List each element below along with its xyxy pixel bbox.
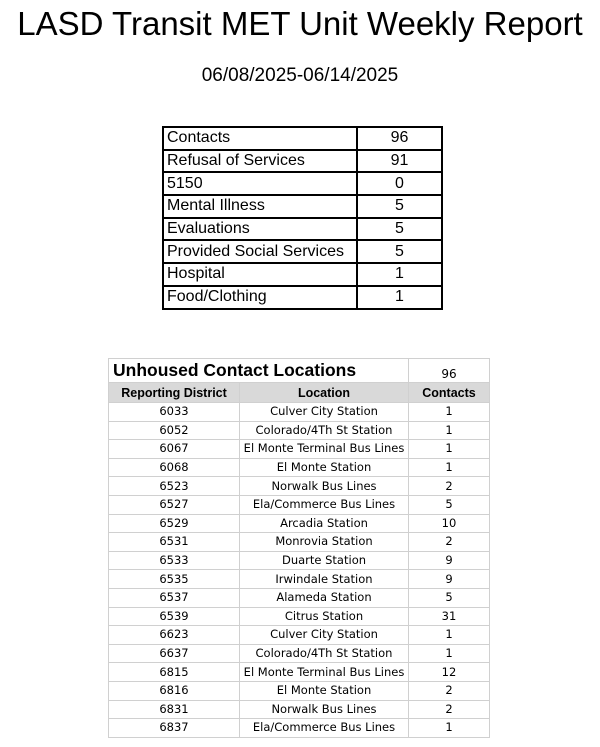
location-cell: Duarte Station bbox=[240, 551, 409, 570]
table-row bbox=[109, 681, 490, 700]
contacts-cell: 10 bbox=[409, 514, 490, 533]
location-cell: Norwalk Bus Lines bbox=[240, 700, 409, 719]
table-row bbox=[109, 719, 490, 738]
table-row bbox=[109, 440, 490, 459]
location-cell: El Monte Terminal Bus Lines bbox=[240, 440, 409, 459]
location-cell: Colorado/4Th St Station bbox=[240, 644, 409, 663]
summary-value: 91 bbox=[357, 150, 442, 173]
summary-table-body bbox=[163, 127, 442, 309]
location-cell: Norwalk Bus Lines bbox=[240, 477, 409, 496]
summary-value: 0 bbox=[357, 172, 442, 195]
locations-total: 96 bbox=[409, 359, 490, 383]
reporting-district-cell: 6068 bbox=[109, 458, 240, 477]
summary-row bbox=[163, 150, 442, 173]
contacts-cell: 31 bbox=[409, 607, 490, 626]
reporting-district-cell: 6529 bbox=[109, 514, 240, 533]
summary-label: Food/Clothing bbox=[163, 286, 357, 309]
location-cell: Ela/Commerce Bus Lines bbox=[240, 719, 409, 738]
contacts-cell: 5 bbox=[409, 495, 490, 514]
locations-header-row bbox=[109, 383, 490, 403]
reporting-district-cell: 6535 bbox=[109, 570, 240, 589]
contacts-cell: 1 bbox=[409, 440, 490, 459]
contacts-cell: 1 bbox=[409, 644, 490, 663]
summary-row bbox=[163, 218, 442, 241]
contacts-cell: 1 bbox=[409, 626, 490, 645]
summary-row bbox=[163, 286, 442, 309]
reporting-district-cell: 6523 bbox=[109, 477, 240, 496]
location-cell: Colorado/4Th St Station bbox=[240, 421, 409, 440]
report-date-range: 06/08/2025-06/14/2025 bbox=[201, 65, 399, 86]
location-cell: El Monte Station bbox=[240, 681, 409, 700]
contacts-cell: 1 bbox=[409, 458, 490, 477]
summary-label: Provided Social Services bbox=[163, 240, 357, 263]
table-row bbox=[109, 514, 490, 533]
reporting-district-cell: 6067 bbox=[109, 440, 240, 459]
location-cell: Arcadia Station bbox=[240, 514, 409, 533]
contacts-cell: 1 bbox=[409, 719, 490, 738]
location-cell: Irwindale Station bbox=[240, 570, 409, 589]
summary-label: Mental Illness bbox=[163, 195, 357, 218]
reporting-district-cell: 6533 bbox=[109, 551, 240, 570]
table-row bbox=[109, 458, 490, 477]
table-row bbox=[109, 607, 490, 626]
location-cell: Culver City Station bbox=[240, 626, 409, 645]
table-row bbox=[109, 403, 490, 422]
table-row bbox=[109, 700, 490, 719]
table-row bbox=[109, 588, 490, 607]
table-row bbox=[109, 477, 490, 496]
table-row bbox=[109, 533, 490, 552]
contacts-cell: 2 bbox=[409, 477, 490, 496]
location-cell: Citrus Station bbox=[240, 607, 409, 626]
contacts-cell: 9 bbox=[409, 570, 490, 589]
summary-label: Refusal of Services bbox=[163, 150, 357, 173]
summary-row bbox=[163, 240, 442, 263]
summary-value: 1 bbox=[357, 263, 442, 286]
table-row bbox=[109, 495, 490, 514]
contacts-cell: 2 bbox=[409, 681, 490, 700]
locations-table bbox=[108, 358, 490, 738]
contacts-cell: 1 bbox=[409, 403, 490, 422]
reporting-district-cell: 6033 bbox=[109, 403, 240, 422]
summary-value: 5 bbox=[357, 240, 442, 263]
header-contacts: Contacts bbox=[409, 383, 490, 403]
summary-value: 96 bbox=[357, 127, 442, 150]
header-reporting-district: Reporting District bbox=[109, 383, 240, 403]
contacts-cell: 2 bbox=[409, 533, 490, 552]
table-row bbox=[109, 663, 490, 682]
location-cell: El Monte Station bbox=[240, 458, 409, 477]
summary-row bbox=[163, 195, 442, 218]
summary-label: Evaluations bbox=[163, 218, 357, 241]
contacts-cell: 12 bbox=[409, 663, 490, 682]
reporting-district-cell: 6831 bbox=[109, 700, 240, 719]
summary-label: Hospital bbox=[163, 263, 357, 286]
summary-label: 5150 bbox=[163, 172, 357, 195]
summary-value: 5 bbox=[357, 218, 442, 241]
table-row bbox=[109, 644, 490, 663]
contacts-cell: 2 bbox=[409, 700, 490, 719]
locations-title-row bbox=[109, 359, 490, 383]
location-cell: Monrovia Station bbox=[240, 533, 409, 552]
summary-value: 1 bbox=[357, 286, 442, 309]
location-cell: Ela/Commerce Bus Lines bbox=[240, 495, 409, 514]
locations-title: Unhoused Contact Locations bbox=[109, 359, 409, 383]
reporting-district-cell: 6527 bbox=[109, 495, 240, 514]
table-row bbox=[109, 570, 490, 589]
contacts-cell: 1 bbox=[409, 421, 490, 440]
summary-row bbox=[163, 263, 442, 286]
location-cell: El Monte Terminal Bus Lines bbox=[240, 663, 409, 682]
reporting-district-cell: 6637 bbox=[109, 644, 240, 663]
table-row bbox=[109, 421, 490, 440]
reporting-district-cell: 6816 bbox=[109, 681, 240, 700]
reporting-district-cell: 6837 bbox=[109, 719, 240, 738]
table-row bbox=[109, 626, 490, 645]
location-cell: Culver City Station bbox=[240, 403, 409, 422]
reporting-district-cell: 6815 bbox=[109, 663, 240, 682]
reporting-district-cell: 6052 bbox=[109, 421, 240, 440]
reporting-district-cell: 6623 bbox=[109, 626, 240, 645]
report-title: LASD Transit MET Unit Weekly Report bbox=[17, 5, 583, 42]
table-row bbox=[109, 551, 490, 570]
summary-table bbox=[162, 126, 443, 310]
summary-row bbox=[163, 172, 442, 195]
locations-table-body bbox=[109, 403, 490, 738]
reporting-district-cell: 6537 bbox=[109, 588, 240, 607]
contacts-cell: 9 bbox=[409, 551, 490, 570]
location-cell: Alameda Station bbox=[240, 588, 409, 607]
summary-label: Contacts bbox=[163, 127, 357, 150]
header-location: Location bbox=[240, 383, 409, 403]
summary-row bbox=[163, 127, 442, 150]
summary-value: 5 bbox=[357, 195, 442, 218]
contacts-cell: 5 bbox=[409, 588, 490, 607]
reporting-district-cell: 6539 bbox=[109, 607, 240, 626]
reporting-district-cell: 6531 bbox=[109, 533, 240, 552]
